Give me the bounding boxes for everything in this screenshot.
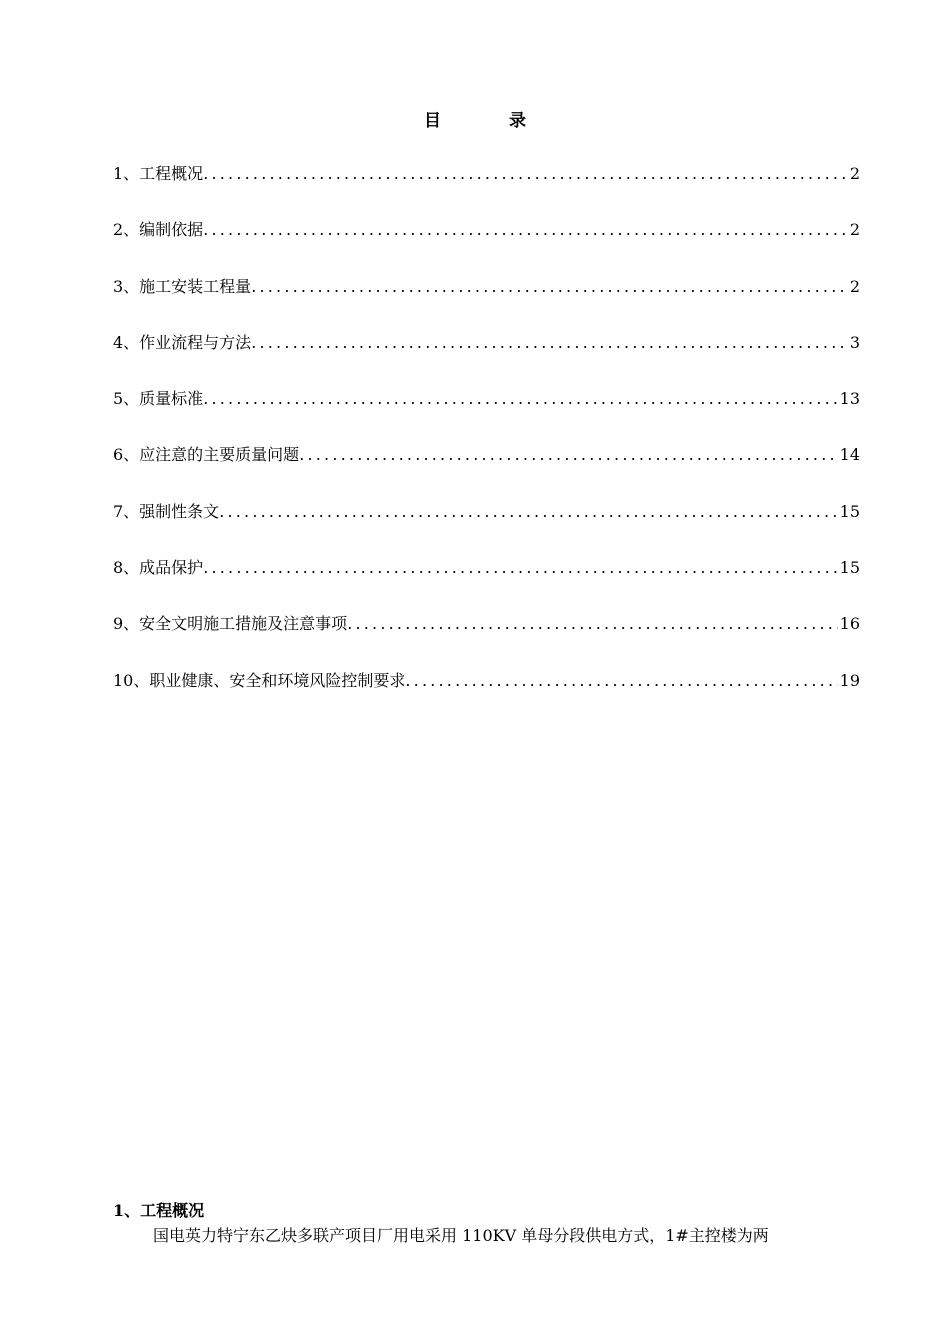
toc-entry-page: 15: [839, 558, 860, 578]
toc-dot-leader: [251, 329, 848, 357]
toc-entry-label: 9、安全文明施工措施及注意事项: [113, 614, 348, 634]
toc-entry[interactable]: [113, 160, 860, 216]
toc-title-left: 目: [424, 111, 441, 131]
toc-dot-leader: [251, 273, 848, 301]
toc-dot-leader: [203, 554, 837, 582]
toc-entry-label: 1、工程概况: [113, 164, 204, 183]
toc-entry-page: 19: [839, 670, 860, 690]
toc-dot-leader: [219, 498, 837, 526]
toc-entry-label: 6、应注意的主要质量问题: [113, 445, 300, 465]
toc-entry[interactable]: [113, 441, 860, 497]
toc-entry-label: 10、职业健康、安全和环境风险控制要求: [113, 670, 406, 690]
toc-entry[interactable]: [113, 610, 860, 666]
toc-entry-page: 16: [839, 614, 860, 634]
toc-entry-label: 3、施工安装工程量: [113, 276, 252, 296]
toc-entry[interactable]: [113, 498, 860, 554]
toc-dot-leader: [347, 610, 837, 638]
toc-entry-page: 13: [839, 389, 860, 409]
toc-entry[interactable]: [113, 667, 860, 723]
toc-entry-label: 5、质量标准: [113, 389, 204, 409]
section-heading: 1、工程概况: [113, 1201, 205, 1220]
toc-dot-leader: [203, 160, 848, 188]
section-paragraph: 国电英力特宁东乙炔多联产项目厂用电采用 110KV 单母分段供电方式，1#主控楼为两: [153, 1226, 769, 1245]
toc-entry[interactable]: [113, 329, 860, 385]
toc-entry-page: 2: [849, 220, 860, 240]
toc-list: [113, 160, 860, 723]
toc-dot-leader: [299, 441, 837, 469]
toc-entry[interactable]: [113, 273, 860, 329]
toc-entry-page: 3: [849, 332, 860, 352]
toc-dot-leader: [405, 667, 837, 695]
toc-dot-leader: [203, 385, 837, 413]
toc-title-right: 录: [509, 111, 526, 131]
toc-title: [0, 106, 950, 131]
toc-entry-page: 15: [839, 501, 860, 521]
toc-entry-label: 8、成品保护: [113, 558, 204, 578]
toc-entry-page: 2: [849, 276, 860, 296]
toc-entry[interactable]: [113, 554, 860, 610]
toc-entry-label: 7、强制性条文: [113, 501, 220, 521]
toc-entry[interactable]: [113, 385, 860, 441]
toc-entry[interactable]: [113, 216, 860, 272]
toc-entry-page: 14: [839, 445, 860, 465]
toc-dot-leader: [203, 216, 848, 244]
toc-entry-label: 2、编制依据: [113, 220, 204, 240]
toc-entry-page: 2: [849, 164, 860, 183]
toc-entry-label: 4、作业流程与方法: [113, 332, 252, 352]
